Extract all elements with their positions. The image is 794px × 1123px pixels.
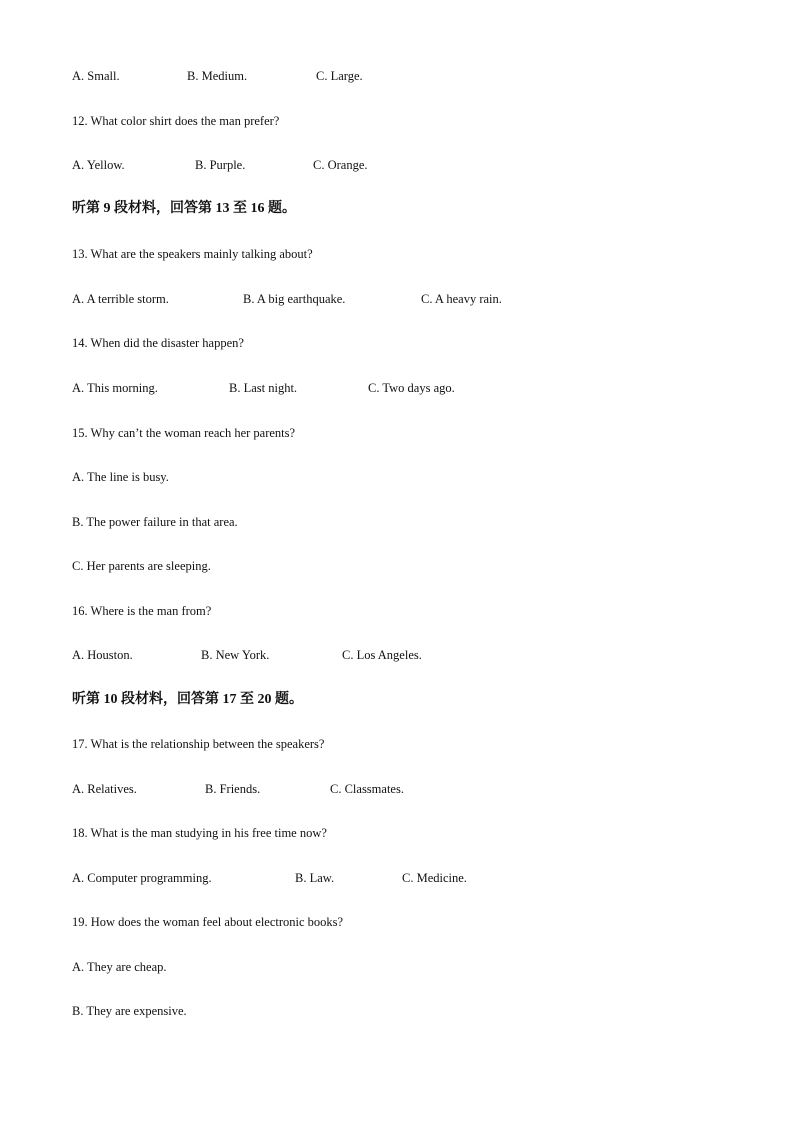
q12-question: 12. What color shirt does the man prefer?	[72, 114, 280, 128]
q14-question: 14. When did the disaster happen?	[72, 336, 244, 350]
q13-question: 13. What are the speakers mainly talking about?	[72, 247, 313, 261]
q14-option-c[interactable]: C. Two days ago.	[368, 381, 455, 395]
q15-option-a[interactable]: A. The line is busy.	[72, 470, 169, 484]
q18-question: 18. What is the man studying in his free time now?	[72, 826, 327, 840]
q14-option-a[interactable]: A. This morning.	[72, 381, 158, 395]
q15-option-b[interactable]: B. The power failure in that area.	[72, 515, 238, 529]
q19-option-a[interactable]: A. They are cheap.	[72, 960, 167, 974]
q18-option-a[interactable]: A. Computer programming.	[72, 871, 212, 885]
q16-option-c[interactable]: C. Los Angeles.	[342, 648, 422, 662]
q11-option-a[interactable]: A. Small.	[72, 69, 120, 83]
q12-option-a[interactable]: A. Yellow.	[72, 158, 125, 172]
q13-option-b[interactable]: B. A big earthquake.	[243, 292, 346, 306]
q14-option-b[interactable]: B. Last night.	[229, 381, 298, 395]
q17-option-c[interactable]: C. Classmates.	[330, 782, 404, 796]
q17-option-a[interactable]: A. Relatives.	[72, 782, 137, 796]
q11-option-c[interactable]: C. Large.	[316, 69, 363, 83]
q17-question: 17. What is the relationship between the speakers?	[72, 737, 325, 751]
q18-option-c[interactable]: C. Medicine.	[402, 871, 467, 885]
q17-option-b[interactable]: B. Friends.	[205, 782, 261, 796]
q11-option-b[interactable]: B. Medium.	[187, 69, 248, 83]
q16-question: 16. Where is the man from?	[72, 604, 212, 618]
section-9-heading: 听第 9 段材料，回答第 13 至 16 题。	[72, 201, 296, 216]
q15-option-c[interactable]: C. Her parents are sleeping.	[72, 559, 211, 573]
q18-option-b[interactable]: B. Law.	[295, 871, 335, 885]
q16-option-b[interactable]: B. New York.	[201, 648, 270, 662]
q12-option-c[interactable]: C. Orange.	[313, 158, 368, 172]
q16-option-a[interactable]: A. Houston.	[72, 648, 133, 662]
section-10-heading: 听第 10 段材料，回答第 17 至 20 题。	[72, 692, 303, 707]
q12-option-b[interactable]: B. Purple.	[195, 158, 246, 172]
q19-option-b[interactable]: B. They are expensive.	[72, 1004, 187, 1018]
q19-question: 19. How does the woman feel about electronic books?	[72, 915, 344, 929]
q13-option-c[interactable]: C. A heavy rain.	[421, 292, 502, 306]
q13-option-a[interactable]: A. A terrible storm.	[72, 292, 169, 306]
q15-question: 15. Why can’t the woman reach her parents?	[72, 426, 296, 440]
